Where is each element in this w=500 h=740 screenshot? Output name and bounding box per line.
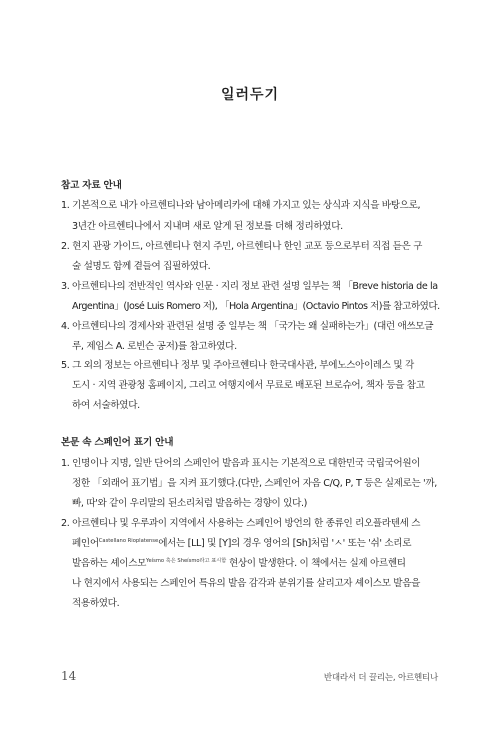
line-text: 에서는 [LL] 및 [Y]의 경우 영어의 [Sh]처럼 'ㅅ' 또는 '쉬' 소리로 [158,538,412,549]
running-footer-title: 반대라서 더 끌리는, 아르헨티나 [323,673,438,683]
notation-item-2-line-2 [72,535,411,549]
superscript-annotation: Castellano Rioplatense [98,538,159,544]
reference-item-4-line-1: 4. 아르헨티나의 경제사와 관련된 설명 중 일부는 책 「국가는 왜 실패하는가」(대런 애쓰모글 [61,321,434,332]
page-title: 일러두기 [220,87,280,103]
notation-item-2-line-4: 나 현지에서 사용되는 스페인어 특유의 발음 감각과 분위기를 살리고자 셰이스모 발음을 [72,578,421,589]
notation-item-2-line-1: 2. 아르헨티나 및 우루과이 지역에서 사용하는 스페인어 방언의 한 종류인 리오플라텐세 스 [61,518,421,529]
reference-item-5-line-2: 도시 · 지역 관광청 홈페이지, 그리고 여행지에서 무료로 배포된 브로슈어, 책자 등을 참고 [72,380,425,391]
section-heading-references: 참고 자료 안내 [61,180,122,191]
reference-item-3-line-2: Argentina」(José Luis Romero 저), 「Hola Argentina」(Octavio Pintos 저)를 참고하였다. [72,301,440,312]
reference-item-2-line-2: 술 설명도 함께 곁들여 집필하였다. [72,261,211,272]
reference-item-3-line-1: 3. 아르헨티나의 전반적인 역사와 인문 · 지리 정보 관련 설명 일부는 책 「Breve historia de la [61,281,438,292]
reference-item-5-line-1: 5. 그 외의 정보는 아르헨티나 정부 및 주아르헨티나 한국대사관, 부에노스아이레스 및 각 [61,360,414,371]
page-number: 14 [61,669,77,683]
reference-item-1-line-1: 1. 기본적으로 내가 아르헨티나와 남아메리카에 대해 가지고 있는 상식과 지식을 바탕으로, [61,200,421,211]
notation-item-2-line-5: 적용하였다. [72,598,120,609]
notation-item-1-line-1: 1. 인명이나 지명, 일반 단어의 스페인어 발음과 표시는 기본적으로 대한민국 국립국어원이 [61,458,421,469]
superscript-annotation: Yeísmo 혹은 Sheísmo라고 표시함 [146,558,227,564]
reference-item-5-line-3: 하여 서술하였다. [72,400,140,411]
reference-item-4-line-2: 루, 제임스 A. 로빈슨 공저)를 참고하였다. [72,341,237,352]
reference-item-2-line-1: 2. 현지 관광 가이드, 아르헨티나 현지 주민, 아르헨티나 한인 교포 등으로부터 직접 듣은 구 [61,241,423,252]
line-text: 현상이 발생한다. 이 책에서는 실제 아르헨티 [226,558,406,569]
notation-item-1-line-3: 빠, 따'와 같이 우리말의 된소리처럼 발음하는 경향이 있다.) [72,498,308,509]
reference-item-1-line-2: 3년간 아르헨티나에서 지내며 새로 알게 된 정보를 더해 정리하였다. [72,221,343,232]
notation-item-1-line-2: 정한 「외래어 표기법」을 지켜 표기했다.(다만, 스페인어 자음 C/Q, P, T 등은 실제로는 '까, [72,478,437,489]
line-text: 발음하는 셰이스모 [72,558,147,569]
line-text: 페인어 [72,538,99,549]
section-heading-spanish-notation: 본문 속 스페인어 표기 안내 [61,437,174,448]
notation-item-2-line-3 [72,555,406,569]
